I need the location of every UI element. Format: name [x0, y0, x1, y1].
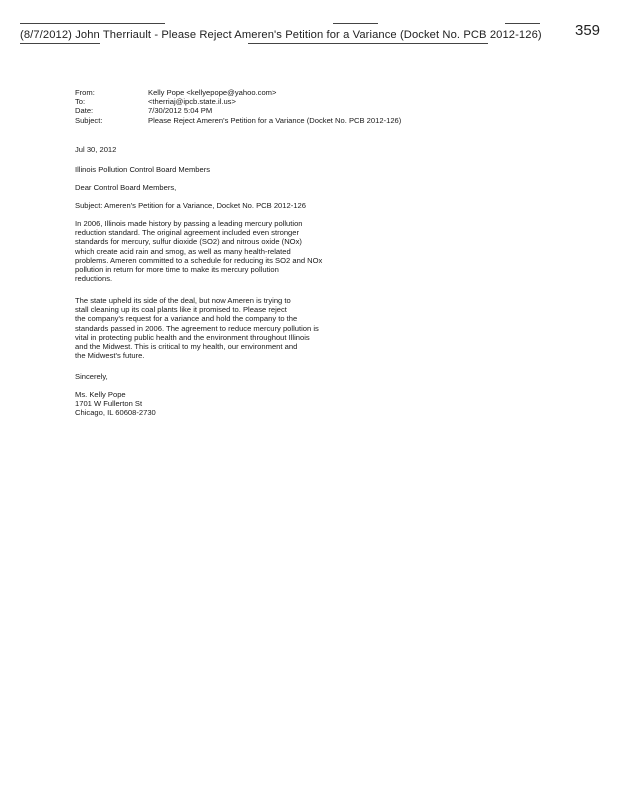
- field-label: To:: [75, 97, 86, 107]
- letter-salutation: Dear Control Board Members,: [75, 183, 177, 192]
- signature-block: [75, 390, 156, 418]
- text-line: problems. Ameren committed to a schedule for reducing its SO2 and NOx: [75, 255, 323, 265]
- letter-subject-line: Subject: Ameren's Petition for a Variance, Docket No. PCB 2012-126: [75, 201, 306, 210]
- letter-date: Jul 30, 2012: [75, 145, 117, 154]
- to-value: <therriaj@ipcb.state.il.us>: [148, 97, 236, 107]
- text-line: The state upheld its side of the deal, but now Ameren is trying to: [75, 296, 291, 305]
- letter-recipient: Illinois Pollution Control Board Members: [75, 165, 211, 174]
- document-header-title: (8/7/2012) John Therriault - Please Reject Ameren's Petition for a Variance (Docket No. PCB 2012-126): [20, 29, 542, 41]
- email-field-to: [75, 97, 401, 106]
- email-metadata: [75, 88, 401, 125]
- text-line: and the Midwest. This is critical to my health, our environment and: [75, 342, 298, 352]
- header-rule-right: [505, 23, 540, 24]
- date-value: 7/30/2012 5:04 PM: [148, 106, 213, 116]
- email-field-subject: [75, 116, 401, 125]
- header-underline-2: [248, 43, 488, 44]
- text-line: pollution in return for more time to make its mercury pollution: [75, 265, 279, 275]
- email-field-date: [75, 106, 401, 115]
- paragraph-1: [75, 219, 322, 283]
- field-label: Subject:: [75, 115, 103, 125]
- paragraph-2: [75, 296, 319, 360]
- text-line: reductions.: [75, 274, 113, 284]
- signature-city: Chicago, IL 60608-2730: [75, 408, 156, 418]
- text-line: standards for mercury, sulfur dioxide (SO2) and nitrous oxide (NOx): [75, 237, 302, 247]
- field-label: Date:: [75, 106, 94, 116]
- header-underline-1: [20, 43, 100, 44]
- letter-closing: Sincerely,: [75, 372, 108, 381]
- text-line: the Midwest's future.: [75, 351, 145, 361]
- text-line: vital in protecting public health and the environment throughout Illinois: [75, 332, 310, 342]
- text-line: the company's request for a variance and hold the company to the: [75, 314, 298, 324]
- signature-name: Ms. Kelly Pope: [75, 390, 126, 399]
- page-number: 359: [575, 22, 601, 39]
- header-rule-mid: [333, 23, 378, 24]
- text-line: reduction standard. The original agreement included even stronger: [75, 228, 300, 238]
- text-line: which create acid rain and smog, as well as many health-related: [75, 246, 291, 256]
- field-label: From:: [75, 88, 95, 97]
- text-line: stall cleaning up its coal plants like it promised to. Please reject: [75, 305, 287, 315]
- text-line: standards passed in 2006. The agreement to reduce mercury pollution is: [75, 323, 319, 333]
- subject-value: Please Reject Ameren's Petition for a Variance (Docket No. PCB 2012-126): [148, 115, 402, 125]
- signature-street: 1701 W Fullerton St: [75, 399, 143, 409]
- email-field-from: [75, 88, 401, 97]
- from-value: Kelly Pope <kellyepope@yahoo.com>: [148, 88, 277, 97]
- header-rule-left: [20, 23, 165, 24]
- text-line: In 2006, Illinois made history by passing a leading mercury pollution: [75, 219, 303, 228]
